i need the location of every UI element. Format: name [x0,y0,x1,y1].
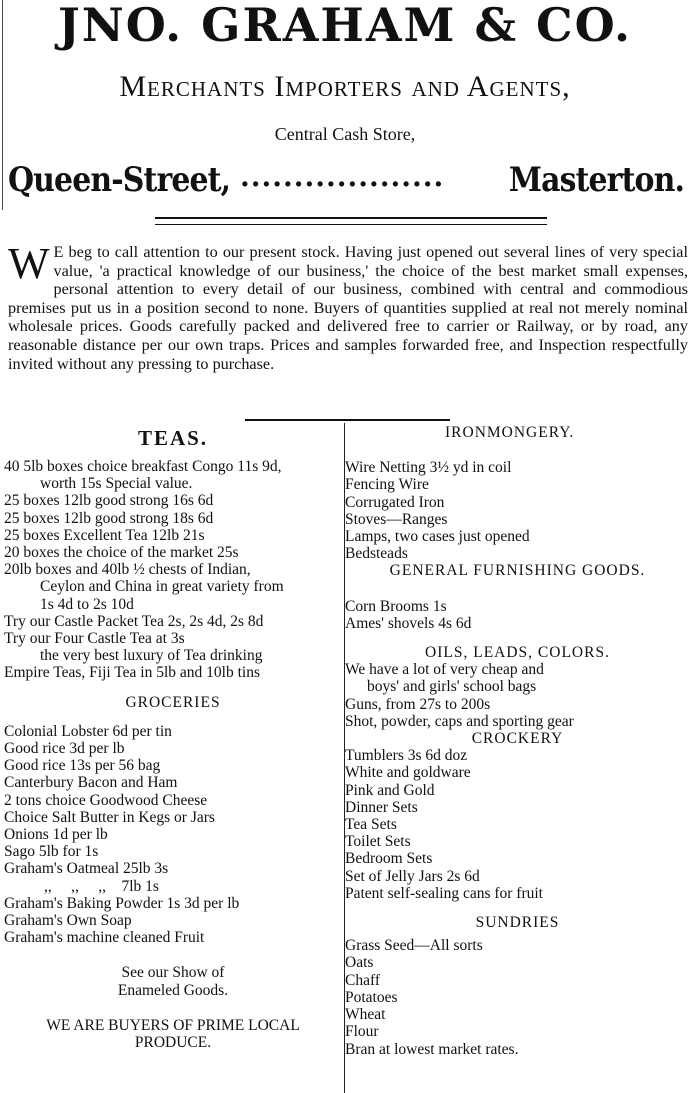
list-item: 2 tons choice Goodwood Cheese [4,791,208,809]
list-item: Bran at lowest market rates. [345,1040,519,1058]
list-item: Lamps, two cases just opened [345,528,530,546]
list-item: ,, ,, ,, 7lb 1s [44,877,159,895]
list-item: Ceylon and China in great variety from [40,578,284,596]
list-item: Fencing Wire [345,476,429,494]
list-item: Flour [345,1023,379,1041]
list-item: Good rice 13s per 56 bag [4,757,161,775]
list-item: Bedroom Sets [345,850,433,868]
groceries-heading: GROCERIES [125,693,221,711]
list-item: boys' and girls' school bags [367,678,537,696]
list-item: Choice Salt Butter in Kegs or Jars [4,808,215,826]
show-notice-line2: Enameled Goods. [117,981,229,999]
sundries-heading: SUNDRIES [475,914,560,932]
left-column [4,424,342,1051]
list-item: Corn Brooms 1s [345,597,447,615]
buyers-notice-line2: PRODUCE. [134,1034,212,1052]
list-item: Dinner Sets [345,798,418,816]
crockery-heading: CROCKERY [471,730,564,748]
list-item: White and goldware [345,764,471,782]
list-item: Colonial Lobster 6d per tin [4,722,172,740]
list-item: Guns, from 27s to 200s [345,695,491,713]
list-item: Try our Four Castle Tea at 3s [4,630,185,648]
list-item: Canterbury Bacon and Ham [4,774,178,792]
list-item: Empire Teas, Fiji Tea in 5lb and 10lb tins [4,664,260,682]
street-name: Queen-Street, [8,160,231,200]
list-item: Graham's Own Soap [4,912,132,930]
list-item: Graham's Oatmeal 25lb 3s [4,860,169,878]
leader-dots: ................... [240,160,445,193]
right-column [345,424,690,1058]
company-title: JNO. GRAHAM & CO. [57,0,633,52]
list-item: 25 boxes 12lb good strong 18s 6d [4,509,214,527]
list-item: Potatoes [345,988,398,1006]
ironmongery-heading: IRONMONGERY. [445,424,575,441]
list-item: Good rice 3d per lb [4,740,125,758]
list-item: Wheat [345,1006,386,1024]
list-item: 1s 4d to 2s 10d [40,595,134,613]
list-item: Try our Castle Packet Tea 2s, 2s 4d, 2s 8d [4,612,264,630]
list-item: Pink and Gold [345,781,435,799]
list-item: Graham's Baking Powder 1s 3d per lb [4,894,240,912]
list-item: the very best luxury of Tea drinking [40,647,263,665]
list-item: Ames' shovels 4s 6d [345,614,472,632]
list-item: Tea Sets [345,816,397,834]
header-divider-thin [155,224,547,225]
list-item: 20lb boxes and 40lb ½ chests of Indian, [4,561,251,579]
teas-heading: TEAS. [137,426,209,450]
oils-heading: OILS, LEADS, COLORS. [425,644,610,662]
list-item: Onions 1d per lb [4,826,108,844]
store-name: Central Cash Store, [274,124,416,144]
list-item: 40 5lb boxes choice breakfast Congo 11s 9d, [4,458,282,475]
section-divider [245,419,450,421]
show-notice-line1: See our Show of [121,964,225,982]
list-item: Oats [345,954,374,972]
list-item: Chaff [345,971,381,989]
list-item: We have a lot of very cheap and [345,661,544,679]
intro-text: E beg to call attention to our present stock. Having just opened out several lines of very special value, 'a practical knowledge of our business,' the choice of the best market small expenses, personal attention to every detail of our business, combined with central and commodious premises put us in a position second to none. Buyers of quantities supplied at real not merely nominal wholesale prices. Goods carefully packed and delivered free to carrier or Railway, or by road, any reasonable distance per our own traps. Prices and samples forwarded free, and Inspection respectfully invited without any pressing to purchase. [8,243,688,373]
list-item: Corrugated Iron [345,493,445,511]
company-tagline: Merchants Importers and Agents, [119,70,571,103]
list-item: Grass Seed—All sorts [345,937,483,955]
intro-dropcap: W [8,239,50,288]
list-item: Stoves—Ranges [345,510,448,528]
list-item: 25 boxes 12lb good strong 16s 6d [4,492,214,510]
list-item: 25 boxes Excellent Tea 12lb 21s [4,526,205,544]
buyers-notice-line1: WE ARE BUYERS OF PRIME LOCAL [46,1016,300,1034]
list-item: Tumblers 3s 6d doz [345,747,468,765]
list-item: worth 15s Special value. [40,475,193,493]
intro-paragraph [8,239,688,373]
town-name: Masterton. [508,160,684,200]
list-item: Sago 5lb for 1s [4,843,99,861]
header-divider [155,217,547,219]
furnishing-heading: GENERAL FURNISHING GOODS. [389,562,646,580]
list-item: Wire Netting 3½ yd in coil [345,459,512,477]
list-item: Set of Jelly Jars 2s 6d [345,867,480,885]
list-item: Toilet Sets [345,833,411,851]
list-item: Patent self-sealing cans for fruit [345,884,543,902]
list-item: Shot, powder, caps and sporting gear [345,712,574,730]
list-item: 20 boxes the choice of the market 25s [4,544,239,562]
list-item: Graham's machine cleaned Fruit [4,929,205,947]
list-item: Bedsteads [345,545,408,563]
